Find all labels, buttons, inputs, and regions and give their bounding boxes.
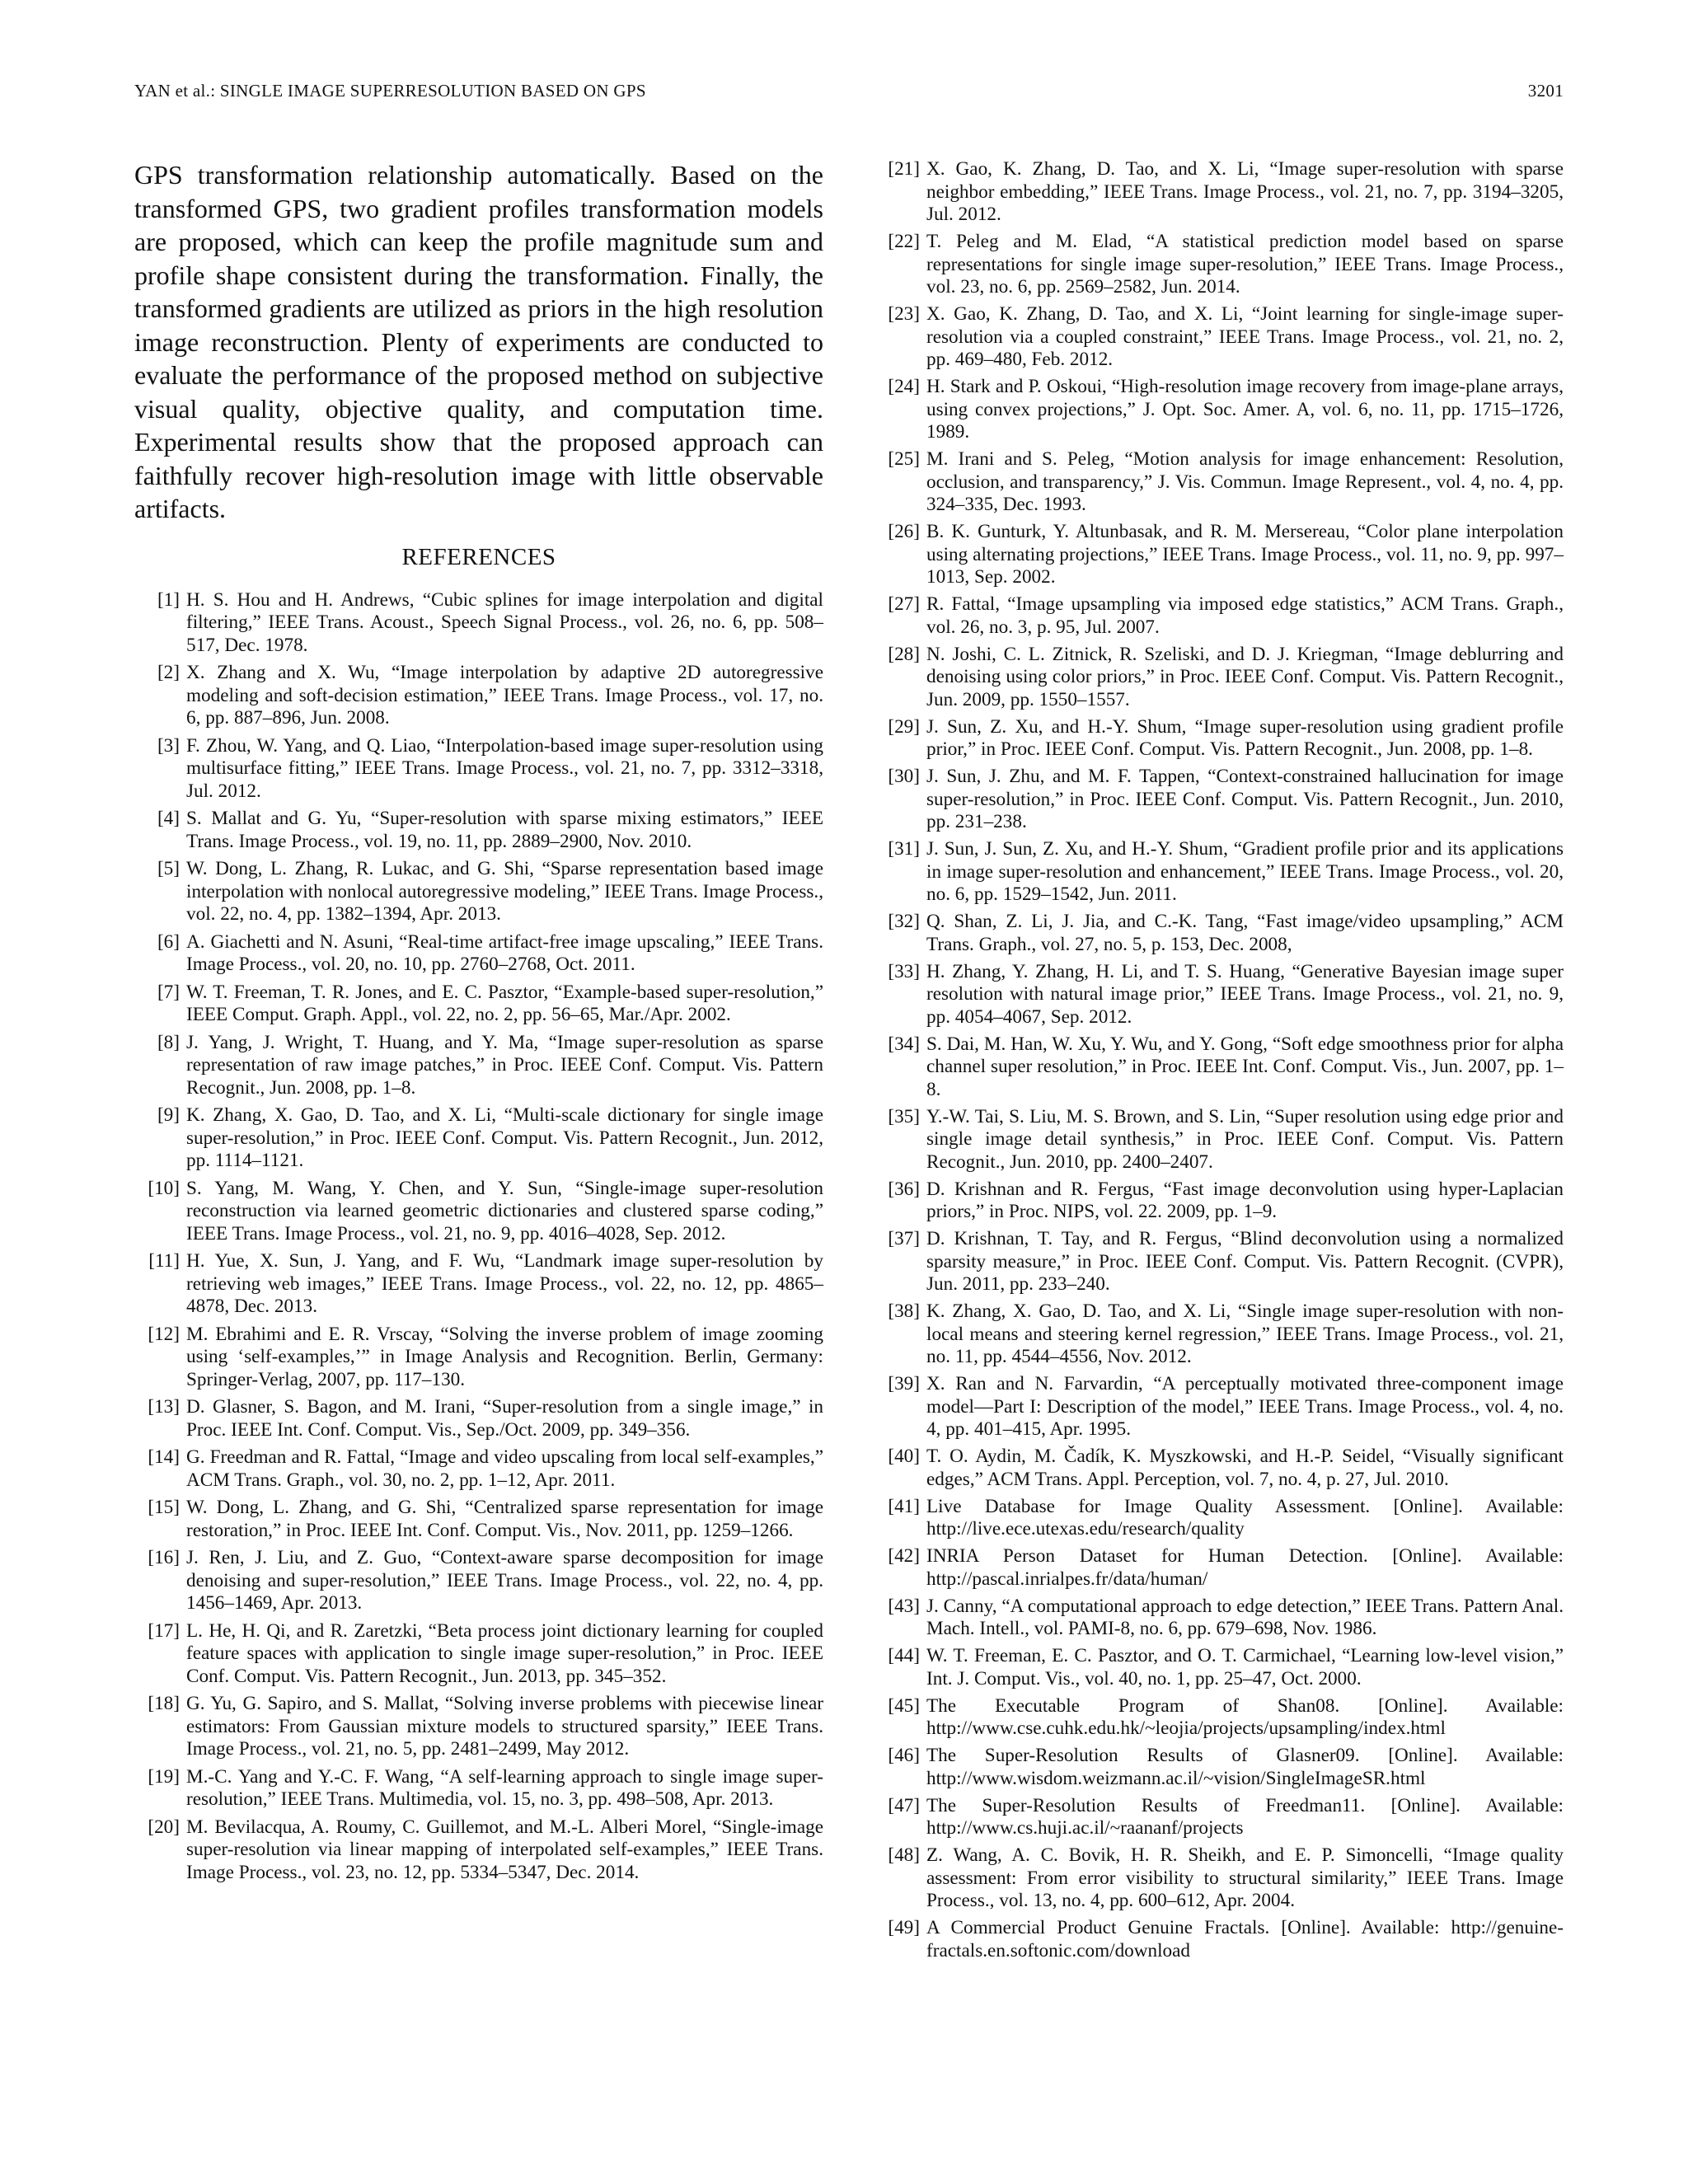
reference-item bbox=[874, 1228, 1564, 1296]
reference-item bbox=[134, 1766, 823, 1811]
reference-item bbox=[134, 1816, 823, 1885]
reference-number: [43] bbox=[888, 1595, 920, 1617]
reference-number: [40] bbox=[888, 1446, 920, 1467]
reference-item bbox=[874, 1596, 1564, 1641]
running-title: YAN et al.: SINGLE IMAGE SUPERRESOLUTION BASED ON GPS bbox=[134, 81, 646, 101]
reference-text: H. S. Hou and H. Andrews, “Cubic splines for image interpolation and digital filtering,” IEEE Trans. Acoust., Speech Signal Process., vol. 26, no. 6, pp. 508–517, Dec. 1978. bbox=[186, 588, 823, 656]
reference-item bbox=[874, 961, 1564, 1029]
reference-item bbox=[874, 231, 1564, 299]
reference-item bbox=[134, 1497, 823, 1542]
reference-number: [41] bbox=[888, 1495, 920, 1517]
reference-item bbox=[874, 838, 1564, 907]
reference-text: J. Sun, J. Zhu, and M. F. Tappen, “Context-constrained hallucination for image super-resolution,” in Proc. IEEE Conf. Comput. Vis. Pattern Recognit., Jun. 2010, pp. 231–238. bbox=[926, 766, 1564, 832]
reference-item bbox=[874, 1917, 1564, 1962]
reference-number: [5] bbox=[157, 858, 180, 879]
reference-number: [27] bbox=[888, 593, 920, 615]
reference-item bbox=[874, 448, 1564, 517]
reference-item bbox=[134, 1178, 823, 1246]
reference-item bbox=[874, 1645, 1564, 1690]
reference-item bbox=[134, 1446, 823, 1492]
reference-number: [23] bbox=[888, 303, 920, 325]
reference-item bbox=[874, 1795, 1564, 1840]
reference-text: X. Ran and N. Farvardin, “A perceptually motivated three-component image model—Part I: Description of the model,” IEEE Trans. Image Process., vol. 4, no. 4, pp. 401–415, Apr. 1995. bbox=[926, 1373, 1564, 1440]
reference-item bbox=[134, 1104, 823, 1173]
reference-text: L. He, H. Qi, and R. Zaretzki, “Beta process joint dictionary learning for coupled feature spaces with application to single image super-resolution,” in Proc. IEEE Conf. Comput. Vis. Pattern Recognit., Jun. 2013, pp. 345–352. bbox=[186, 1619, 823, 1687]
reference-number: [31] bbox=[888, 838, 920, 860]
reference-text: H. Zhang, Y. Zhang, H. Li, and T. S. Huang, “Generative Bayesian image super resolution with natural image prior,” IEEE Trans. Image Process., vol. 21, no. 9, pp. 4054–4067, Sep. 2012. bbox=[926, 960, 1564, 1028]
right-column bbox=[874, 158, 1564, 1967]
reference-text: A Commercial Product Genuine Fractals. [Online]. Available: http://genuine-fractals.en.softonic.com/download bbox=[926, 1917, 1564, 1961]
reference-number: [22] bbox=[888, 231, 920, 252]
reference-item bbox=[134, 1620, 823, 1689]
reference-item bbox=[134, 735, 823, 804]
reference-item bbox=[134, 858, 823, 926]
reference-number: [33] bbox=[888, 960, 920, 982]
reference-text: W. T. Freeman, T. R. Jones, and E. C. Pasztor, “Example-based super-resolution,” IEEE Comput. Graph. Appl., vol. 22, no. 2, pp. 56–65, Mar./Apr. 2002. bbox=[186, 981, 823, 1025]
reference-text: D. Glasner, S. Bagon, and M. Irani, “Super-resolution from a single image,” in Proc. IEEE Int. Conf. Comput. Vis., Sep./Oct. 2009, pp. 349–356. bbox=[186, 1396, 823, 1441]
reference-text: X. Zhang and X. Wu, “Image interpolation by adaptive 2D autoregressive modeling and soft-decision estimation,” IEEE Trans. Image Process., vol. 17, no. 6, pp. 887–896, Jun. 2008. bbox=[186, 662, 823, 729]
reference-item bbox=[874, 911, 1564, 956]
reference-text: J. Ren, J. Liu, and Z. Guo, “Context-aware sparse decomposition for image denoising and super-resolution,” IEEE Trans. Image Process., vol. 22, no. 4, pp. 1456–1469, Apr. 2013. bbox=[186, 1547, 823, 1614]
reference-text: J. Canny, “A computational approach to edge detection,” IEEE Trans. Pattern Anal. Mach. Intell., vol. PAMI-8, no. 6, pp. 679–698, Nov. 1986. bbox=[926, 1595, 1564, 1639]
reference-item bbox=[134, 589, 823, 658]
reference-number: [24] bbox=[888, 376, 920, 397]
reference-item bbox=[134, 1396, 823, 1441]
reference-text: The Super-Resolution Results of Glasner09. [Online]. Available: http://www.wisdom.weizmann.ac.il/~vision/SingleImageSR.html bbox=[926, 1745, 1564, 1789]
reference-item bbox=[874, 716, 1564, 762]
reference-item bbox=[874, 1106, 1564, 1174]
reference-item bbox=[874, 1545, 1564, 1591]
reference-text: A. Giachetti and N. Asuni, “Real-time artifact-free image upscaling,” IEEE Trans. Image Process., vol. 20, no. 10, pp. 2760–2768, Oct. 2011. bbox=[186, 930, 823, 975]
conclusion-paragraph: GPS transformation relationship automatically. Based on the transformed GPS, two gradient profiles transformation models are proposed, which can keep the profile magnitude sum and profile shape consistent during the transformation. Finally, the transformed gradients are utilized as priors in the high resolution image reconstruction. Plenty of experiments are conducted to evaluate the performance of the proposed method on subjective visual quality, objective quality, and computation time. Experimental results show that the proposed approach can faithfully recover high-resolution image with little observable artifacts. bbox=[134, 160, 823, 523]
reference-item bbox=[134, 1547, 823, 1615]
reference-text: INRIA Person Dataset for Human Detection. [Online]. Available: http://pascal.inrialpes.fr/data/human/ bbox=[926, 1545, 1564, 1590]
reference-text: D. Krishnan, T. Tay, and R. Fergus, “Blind deconvolution using a normalized sparsity measure,” in Proc. IEEE Conf. Comput. Vis. Pattern Recognit. (CVPR), Jun. 2011, pp. 233–240. bbox=[926, 1228, 1564, 1295]
left-column bbox=[134, 158, 823, 1889]
reference-text: H. Stark and P. Oskoui, “High-resolution image recovery from image-plane arrays, using convex projections,” J. Opt. Soc. Amer. A, vol. 6, no. 11, pp. 1715–1726, 1989. bbox=[926, 376, 1564, 443]
reference-text: W. Dong, L. Zhang, and G. Shi, “Centralized sparse representation for image restoration,” in Proc. IEEE Int. Conf. Comput. Vis., Nov. 2011, pp. 1259–1266. bbox=[186, 1497, 823, 1541]
reference-text: F. Zhou, W. Yang, and Q. Liao, “Interpolation-based image super-resolution using multisurface fitting,” IEEE Trans. Image Process., vol. 21, no. 7, pp. 3312–3318, Jul. 2012. bbox=[186, 734, 823, 802]
reference-number: [44] bbox=[888, 1645, 920, 1666]
reference-number: [7] bbox=[157, 981, 180, 1003]
reference-item bbox=[134, 662, 823, 730]
reference-text: T. Peleg and M. Elad, “A statistical prediction model based on sparse representations for single image super-resolution,” IEEE Trans. Image Process., vol. 23, no. 6, pp. 2569–2582, Jun. 2014. bbox=[926, 231, 1564, 298]
reference-item bbox=[874, 1695, 1564, 1741]
reference-number: [25] bbox=[888, 448, 920, 470]
reference-number: [48] bbox=[888, 1844, 920, 1866]
reference-number: [4] bbox=[157, 808, 180, 829]
reference-item bbox=[134, 1250, 823, 1319]
reference-item bbox=[874, 1373, 1564, 1441]
running-header bbox=[134, 81, 1564, 109]
reference-text: T. O. Aydin, M. Čadík, K. Myszkowski, and H.-P. Seidel, “Visually significant edges,” ACM Trans. Appl. Perception, vol. 7, no. 4, p. 27, Jul. 2010. bbox=[926, 1446, 1564, 1490]
reference-number: [2] bbox=[157, 662, 180, 683]
reference-number: [15] bbox=[148, 1497, 180, 1518]
page-number: 3201 bbox=[1527, 81, 1564, 101]
reference-item bbox=[874, 1446, 1564, 1491]
reference-item bbox=[874, 1033, 1564, 1102]
reference-text: Z. Wang, A. C. Bovik, H. R. Sheikh, and E. P. Simoncelli, “Image quality assessment: From error visibility to structural similarity,” IEEE Trans. Image Process., vol. 13, no. 4, pp. 600–612, Apr. 2004. bbox=[926, 1844, 1564, 1911]
reference-text: W. T. Freeman, E. C. Pasztor, and O. T. Carmichael, “Learning low-level vision,” Int. J. Comput. Vis., vol. 40, no. 1, pp. 25–47, Oct. 2000. bbox=[926, 1645, 1564, 1690]
reference-number: [46] bbox=[888, 1745, 920, 1766]
reference-number: [10] bbox=[148, 1177, 180, 1199]
reference-text: S. Dai, M. Han, W. Xu, Y. Wu, and Y. Gong, “Soft edge smoothness prior for alpha channel super resolution,” in Proc. IEEE Int. Conf. Comput. Vis., Jun. 2007, pp. 1–8. bbox=[926, 1033, 1564, 1100]
reference-item bbox=[874, 303, 1564, 372]
reference-text: S. Yang, M. Wang, Y. Chen, and Y. Sun, “Single-image super-resolution reconstruction via learned geometric dictionaries and clustered sparse coding,” IEEE Trans. Image Process., vol. 21, no. 9, pp. 4016–4028, Sep. 2012. bbox=[186, 1177, 823, 1244]
reference-number: [42] bbox=[888, 1545, 920, 1567]
reference-text: Y.-W. Tai, S. Liu, M. S. Brown, and S. Lin, “Super resolution using edge prior and single image detail synthesis,” in Proc. IEEE Conf. Comput. Vis. Pattern Recognit., Jun. 2010, pp. 2400–2407. bbox=[926, 1105, 1564, 1173]
references-list-right bbox=[874, 158, 1564, 1962]
reference-item bbox=[874, 644, 1564, 712]
reference-text: G. Yu, G. Sapiro, and S. Mallat, “Solving inverse problems with piecewise linear estimators: From Gaussian mixture models to structured sparsity,” IEEE Trans. Image Process., vol. 21, no. 5, pp. 2481–2499, May 2012. bbox=[186, 1693, 823, 1760]
reference-number: [45] bbox=[888, 1694, 920, 1717]
reference-number: [37] bbox=[888, 1228, 920, 1249]
reference-text: X. Gao, K. Zhang, D. Tao, and X. Li, “Image super-resolution with sparse neighbor embedding,” IEEE Trans. Image Process., vol. 21, no. 7, pp. 3194–3205, Jul. 2012. bbox=[926, 158, 1564, 225]
reference-text: J. Sun, J. Sun, Z. Xu, and H.-Y. Shum, “Gradient profile prior and its applications in image super-resolution and enhancement,” IEEE Trans. Image Process., vol. 20, no. 6, pp. 1529–1542, Jun. 2011. bbox=[926, 838, 1564, 905]
reference-number: [19] bbox=[148, 1765, 180, 1788]
reference-number: [3] bbox=[157, 734, 180, 757]
reference-item bbox=[134, 931, 823, 977]
reference-text: M. Ebrahimi and E. R. Vrscay, “Solving the inverse problem of image zooming using ‘self-examples,’” in Image Analysis and Recognition. Berlin, Germany: Springer-Verlag, 2007, pp. 117–130. bbox=[186, 1323, 823, 1390]
reference-number: [30] bbox=[888, 766, 920, 787]
reference-text: K. Zhang, X. Gao, D. Tao, and X. Li, “Single image super-resolution with non-local means and steering kernel regression,” IEEE Trans. Image Process., vol. 21, no. 11, pp. 4544–4556, Nov. 2012. bbox=[926, 1301, 1564, 1367]
reference-text: W. Dong, L. Zhang, R. Lukac, and G. Shi, “Sparse representation based image interpolation with nonlocal autoregressive modeling,” IEEE Trans. Image Process., vol. 22, no. 4, pp. 1382–1394, Apr. 2013. bbox=[186, 858, 823, 925]
reference-text: The Super-Resolution Results of Freedman11. [Online]. Available: http://www.cs.huji.ac.il/~raananf/projects bbox=[926, 1794, 1564, 1839]
reference-text: J. Sun, Z. Xu, and H.-Y. Shum, “Image super-resolution using gradient profile prior,” in Proc. IEEE Conf. Comput. Vis. Pattern Recognit., Jun. 2008, pp. 1–8. bbox=[926, 715, 1564, 760]
reference-text: Live Database for Image Quality Assessment. [Online]. Available: http://live.ece.utexas.edu/research/quality bbox=[926, 1495, 1564, 1540]
reference-text: M. Bevilacqua, A. Roumy, C. Guillemot, and M.-L. Alberi Morel, “Single-image super-resolution via linear mapping of interpolated self-examples,” IEEE Trans. Image Process., vol. 23, no. 12, pp. 5334–5347, Dec. 2014. bbox=[186, 1816, 823, 1883]
reference-text: X. Gao, K. Zhang, D. Tao, and X. Li, “Joint learning for single-image super-resolution via a coupled constraint,” IEEE Trans. Image Process., vol. 21, no. 2, pp. 469–480, Feb. 2012. bbox=[926, 303, 1564, 370]
reference-number: [14] bbox=[148, 1446, 180, 1468]
reference-number: [9] bbox=[157, 1104, 180, 1126]
reference-number: [12] bbox=[148, 1323, 180, 1345]
reference-number: [1] bbox=[157, 588, 180, 611]
reference-number: [35] bbox=[888, 1105, 920, 1127]
reference-item bbox=[874, 376, 1564, 444]
reference-text: N. Joshi, C. L. Zitnick, R. Szeliski, and D. J. Kriegman, “Image deblurring and denoising using color priors,” in Proc. IEEE Conf. Comput. Vis. Pattern Recognit., Jun. 2009, pp. 1550–1557. bbox=[926, 643, 1564, 710]
reference-number: [13] bbox=[148, 1396, 180, 1418]
reference-text: M. Irani and S. Peleg, “Motion analysis for image enhancement: Resolution, occlusion, and transparency,” J. Vis. Commun. Image Represent., vol. 4, no. 4, pp. 324–335, Dec. 1993. bbox=[926, 448, 1564, 515]
reference-number: [20] bbox=[148, 1816, 180, 1838]
reference-text: M.-C. Yang and Y.-C. F. Wang, “A self-learning approach to single image super-resolution,” IEEE Trans. Multimedia, vol. 15, no. 3, pp. 498–508, Apr. 2013. bbox=[186, 1765, 823, 1810]
reference-text: D. Krishnan and R. Fergus, “Fast image deconvolution using hyper-Laplacian priors,” in Proc. NIPS, vol. 22. 2009, pp. 1–9. bbox=[926, 1178, 1564, 1222]
reference-number: [17] bbox=[148, 1619, 180, 1642]
reference-number: [39] bbox=[888, 1373, 920, 1394]
reference-number: [21] bbox=[888, 158, 920, 180]
reference-text: The Executable Program of Shan08. [Online]. Available: http://www.cse.cuhk.edu.hk/~leojia/projects/upsampling/index.html bbox=[926, 1694, 1564, 1739]
reference-number: [8] bbox=[157, 1031, 180, 1053]
reference-number: [47] bbox=[888, 1794, 920, 1816]
reference-item bbox=[134, 1324, 823, 1392]
reference-number: [32] bbox=[888, 911, 920, 932]
reference-number: [18] bbox=[148, 1693, 180, 1714]
reference-item bbox=[874, 521, 1564, 589]
reference-number: [11] bbox=[148, 1250, 180, 1272]
reference-number: [38] bbox=[888, 1301, 920, 1322]
references-list-left bbox=[134, 589, 823, 1885]
reference-item bbox=[874, 1301, 1564, 1369]
reference-text: R. Fattal, “Image upsampling via imposed edge statistics,” ACM Trans. Graph., vol. 26, no. 3, p. 95, Jul. 2007. bbox=[926, 593, 1564, 638]
reference-number: [26] bbox=[888, 521, 920, 542]
reference-item bbox=[134, 982, 823, 1027]
reference-text: G. Freedman and R. Fattal, “Image and video upscaling from local self-examples,” ACM Trans. Graph., vol. 30, no. 2, pp. 1–12, Apr. 2011. bbox=[186, 1446, 823, 1491]
reference-text: J. Yang, J. Wright, T. Huang, and Y. Ma, “Image super-resolution as sparse representation of raw image patches,” in Proc. IEEE Conf. Comput. Vis. Pattern Recognit., Jun. 2008, pp. 1–8. bbox=[186, 1031, 823, 1099]
reference-item bbox=[134, 1032, 823, 1100]
reference-item bbox=[874, 158, 1564, 227]
reference-text: K. Zhang, X. Gao, D. Tao, and X. Li, “Multi-scale dictionary for single image super-resolution,” in Proc. IEEE Conf. Comput. Vis. Pattern Recognit., Jun. 2012, pp. 1114–1121. bbox=[186, 1104, 823, 1171]
reference-number: [34] bbox=[888, 1033, 920, 1055]
reference-text: Q. Shan, Z. Li, J. Jia, and C.-K. Tang, “Fast image/video upsampling,” ACM Trans. Graph., vol. 27, no. 5, p. 153, Dec. 2008, bbox=[926, 911, 1564, 955]
reference-item bbox=[874, 1745, 1564, 1790]
reference-item bbox=[874, 1179, 1564, 1224]
reference-number: [28] bbox=[888, 643, 920, 665]
reference-item bbox=[134, 1693, 823, 1761]
reference-text: B. K. Gunturk, Y. Altunbasak, and R. M. Mersereau, “Color plane interpolation using alternating projections,” IEEE Trans. Image Process., vol. 11, no. 9, pp. 997–1013, Sep. 2002. bbox=[926, 521, 1564, 588]
reference-number: [6] bbox=[157, 930, 180, 953]
reference-item bbox=[874, 1844, 1564, 1913]
reference-item bbox=[874, 1496, 1564, 1541]
reference-number: [36] bbox=[888, 1178, 920, 1200]
reference-number: [49] bbox=[888, 1917, 920, 1938]
reference-number: [29] bbox=[888, 715, 920, 738]
reference-item bbox=[874, 593, 1564, 639]
reference-item bbox=[134, 808, 823, 853]
reference-text: H. Yue, X. Sun, J. Yang, and F. Wu, “Landmark image super-resolution by retrieving web images,” IEEE Trans. Image Process., vol. 22, no. 12, pp. 4865–4878, Dec. 2013. bbox=[186, 1250, 823, 1317]
reference-number: [16] bbox=[148, 1547, 180, 1568]
reference-text: S. Mallat and G. Yu, “Super-resolution with sparse mixing estimators,” IEEE Trans. Image Process., vol. 19, no. 11, pp. 2889–2900, Nov. 2010. bbox=[186, 808, 823, 852]
references-heading: REFERENCES bbox=[401, 543, 556, 570]
reference-item bbox=[874, 766, 1564, 834]
